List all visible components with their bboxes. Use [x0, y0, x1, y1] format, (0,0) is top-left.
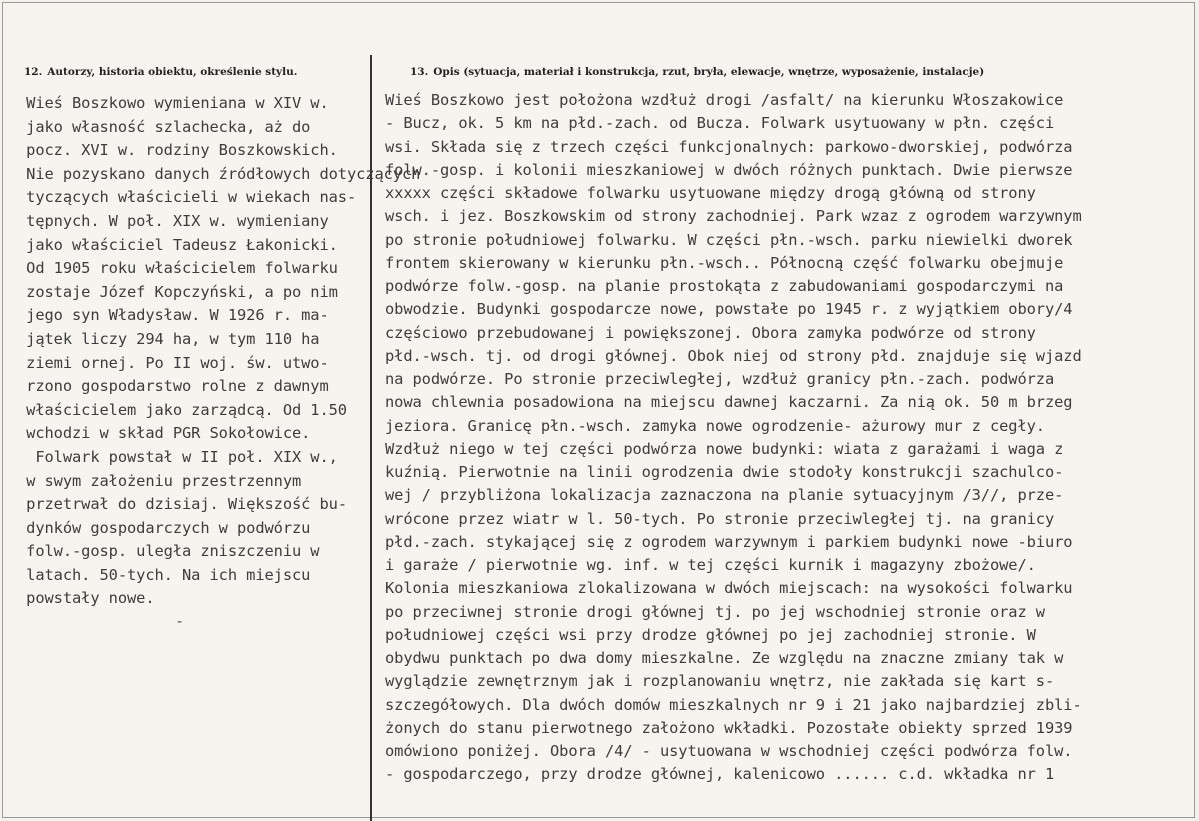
- text-line: ziemi ornej. Po II woj. św. utwo-: [17, 353, 329, 372]
- text-line: szczegółowych. Dla dwóch domów mieszkalnych nr 9 i 21 jako najbardziej zbli-: [385, 695, 1082, 714]
- text-line: kuźnią. Pierwotnie na linii ogrodzenia dwie stodoły konstrukcji szachulco-: [385, 463, 1064, 481]
- text-line: po stronie południowej folwarku. W części płn.-wsch. parku niewielki dworek: [385, 230, 1073, 249]
- right-section-header: [410, 66, 984, 78]
- text-line: frontem skierowany w kierunku płn.-wsch.. Północną część folwarku obejmuje: [385, 253, 1064, 272]
- text-line: zostaje Józef Kopczyński, a po nim: [17, 282, 338, 301]
- text-line: Wieś Boszkowo jest położona wzdłuż drogi /asfalt/ na kierunku Włoszakowice: [385, 91, 1064, 109]
- text-line: jeziora. Granicę płn.-wsch. zamyka nowe ogrodzenie- ażurowy mur z cegły.: [385, 416, 1045, 435]
- end-mark: -: [175, 612, 185, 630]
- text-line: rzono gospodarstwo rolne z dawnym: [17, 377, 329, 396]
- text-line: wyglądzie zewnętrznym jak i rozplanowaniu wnętrz, nie zakłada się kart s-: [385, 672, 1055, 691]
- text-line: Kolonia mieszkaniowa zlokalizowana w dwóch miejscach: na wysokości folwarku: [385, 579, 1073, 598]
- history-text-column: [17, 92, 420, 611]
- text-line: wsi. Składa się z trzech części funkcjonalnych: parkowo-dworskiej, podwórza: [385, 137, 1073, 156]
- text-line: po przeciwnej stronie drogi głównej tj. po jej wschodniej stronie oraz w: [385, 602, 1045, 621]
- text-line: Od 1905 roku właścicielem folwarku: [17, 259, 338, 278]
- text-line: podwórze folw.-gosp. na planie prostokąta z zabudowaniami gospodarczymi na: [385, 277, 1064, 295]
- text-line: jego syn Władysław. W 1926 r. ma-: [17, 306, 329, 325]
- right-section-number: 13.: [410, 66, 429, 78]
- text-line: folw.-gosp. i kolonii mieszkaniowej w dwóch różnych punktach. Dwie pierwsze: [385, 160, 1073, 179]
- text-line: wej / przybliżona lokalizacja zaznaczona na planie sytuacyjnym /3//, prze-: [385, 486, 1064, 505]
- text-line: wrócone przez wiatr w l. 50-tych. Po stronie przeciwległej tj. na granicy: [385, 509, 1055, 528]
- text-line: płd.-zach. stykającej się z ogrodem warzywnym i parkiem budynki nowe -biuro: [385, 532, 1073, 551]
- left-section-title: Autorzy, historia obiektu, określenie stylu.: [47, 66, 298, 78]
- text-line: żonych do stanu pierwotnego założono wkładki. Pozostałe obiekty sprzed 1939: [385, 718, 1073, 737]
- left-section-header: [24, 66, 297, 78]
- text-line: Wzdłuż niego w tej części podwórza nowe budynki: wiata z garażami i waga z: [385, 439, 1064, 458]
- text-line: tyczących właścicieli w wiekach nas-: [17, 188, 357, 207]
- text-line: pocz. XVI w. rodziny Boszkowskich.: [17, 141, 338, 160]
- text-line: częściowo przebudowanej i powiększonej. Obora zamyka podwórze od strony: [385, 323, 1036, 342]
- text-line: omówiono poniżej. Obora /4/ - usytuowana w wschodniej części podwórza folw.: [385, 742, 1073, 760]
- text-line: właścicielem jako zarządcą. Od 1.50: [17, 400, 347, 419]
- text-line: południowej części wsi przy drodze głównej po jej zachodniej stronie. W: [385, 625, 1036, 644]
- text-line: - Bucz, ok. 5 km na płd.-zach. od Bucza. Folwark usytuowany w płn. części: [385, 114, 1055, 133]
- text-line: płd.-wsch. tj. od drogi głównej. Obok niej od strony płd. znajduje się wjazd: [385, 346, 1082, 365]
- text-line: jako własność szlachecka, aż do: [17, 117, 311, 136]
- left-section-number: 12.: [24, 66, 43, 78]
- text-line: Wieś Boszkowo wymieniana w XIV w.: [17, 94, 329, 112]
- text-line: Folwark powstał w II poł. XIX w.,: [17, 447, 338, 466]
- text-line: folw.-gosp. uległa zniszczeniu w: [17, 542, 320, 561]
- text-line: w swym założeniu przestrzennym: [17, 471, 302, 490]
- text-line: latach. 50-tych. Na ich miejscu: [17, 565, 311, 584]
- text-line: wsch. i jez. Boszkowskim od strony zachodniej. Park wzaz z ogrodem warzywnym: [385, 207, 1082, 226]
- right-section-title: Opis (sytuacja, materiał i konstrukcja, rzut, bryła, elewacje, wnętrze, wyposażenie, instalacje): [433, 66, 985, 78]
- text-line: na podwórze. Po stronie przeciwległej, wzdłuż granicy płn.-zach. podwórza: [385, 370, 1055, 388]
- text-line: powstały nowe.: [17, 589, 155, 608]
- text-line: przetrwał do dzisiaj. Większość bu-: [17, 495, 347, 514]
- text-line: jątek liczy 294 ha, w tym 110 ha: [17, 329, 320, 348]
- text-line: obwodzie. Budynki gospodarcze nowe, powstałe po 1945 r. z wyjątkiem obory/4: [385, 300, 1073, 319]
- description-text-column: [385, 89, 1082, 787]
- text-line: nowa chlewnia posadowiona na miejscu dawnej kaczarni. Za nią ok. 50 m brzeg: [385, 393, 1073, 412]
- text-line: Nie pozyskano danych źródłowych dotyczących: [17, 164, 421, 183]
- text-line: wchodzi w skład PGR Sokołowice.: [17, 424, 311, 443]
- text-line: xxxxx części składowe folwarku usytuowane między drogą główną od strony: [385, 184, 1036, 202]
- text-line: dynków gospodarczych w podwórzu: [17, 518, 311, 537]
- text-line: tępnych. W poł. XIX w. wymieniany: [17, 211, 329, 230]
- text-line: i garaże / pierwotnie wg. inf. w tej części kurnik i magazyny zbożowe/.: [385, 556, 1036, 574]
- text-line: jako właściciel Tadeusz Łakonicki.: [17, 235, 338, 254]
- text-line: - gospodarczego, przy drodze głównej, kalenicowo ...... c.d. wkładka nr 1: [385, 765, 1055, 784]
- text-line: obydwu punktach po dwa domy mieszkalne. Ze względu na znaczne zmiany tak w: [385, 649, 1064, 667]
